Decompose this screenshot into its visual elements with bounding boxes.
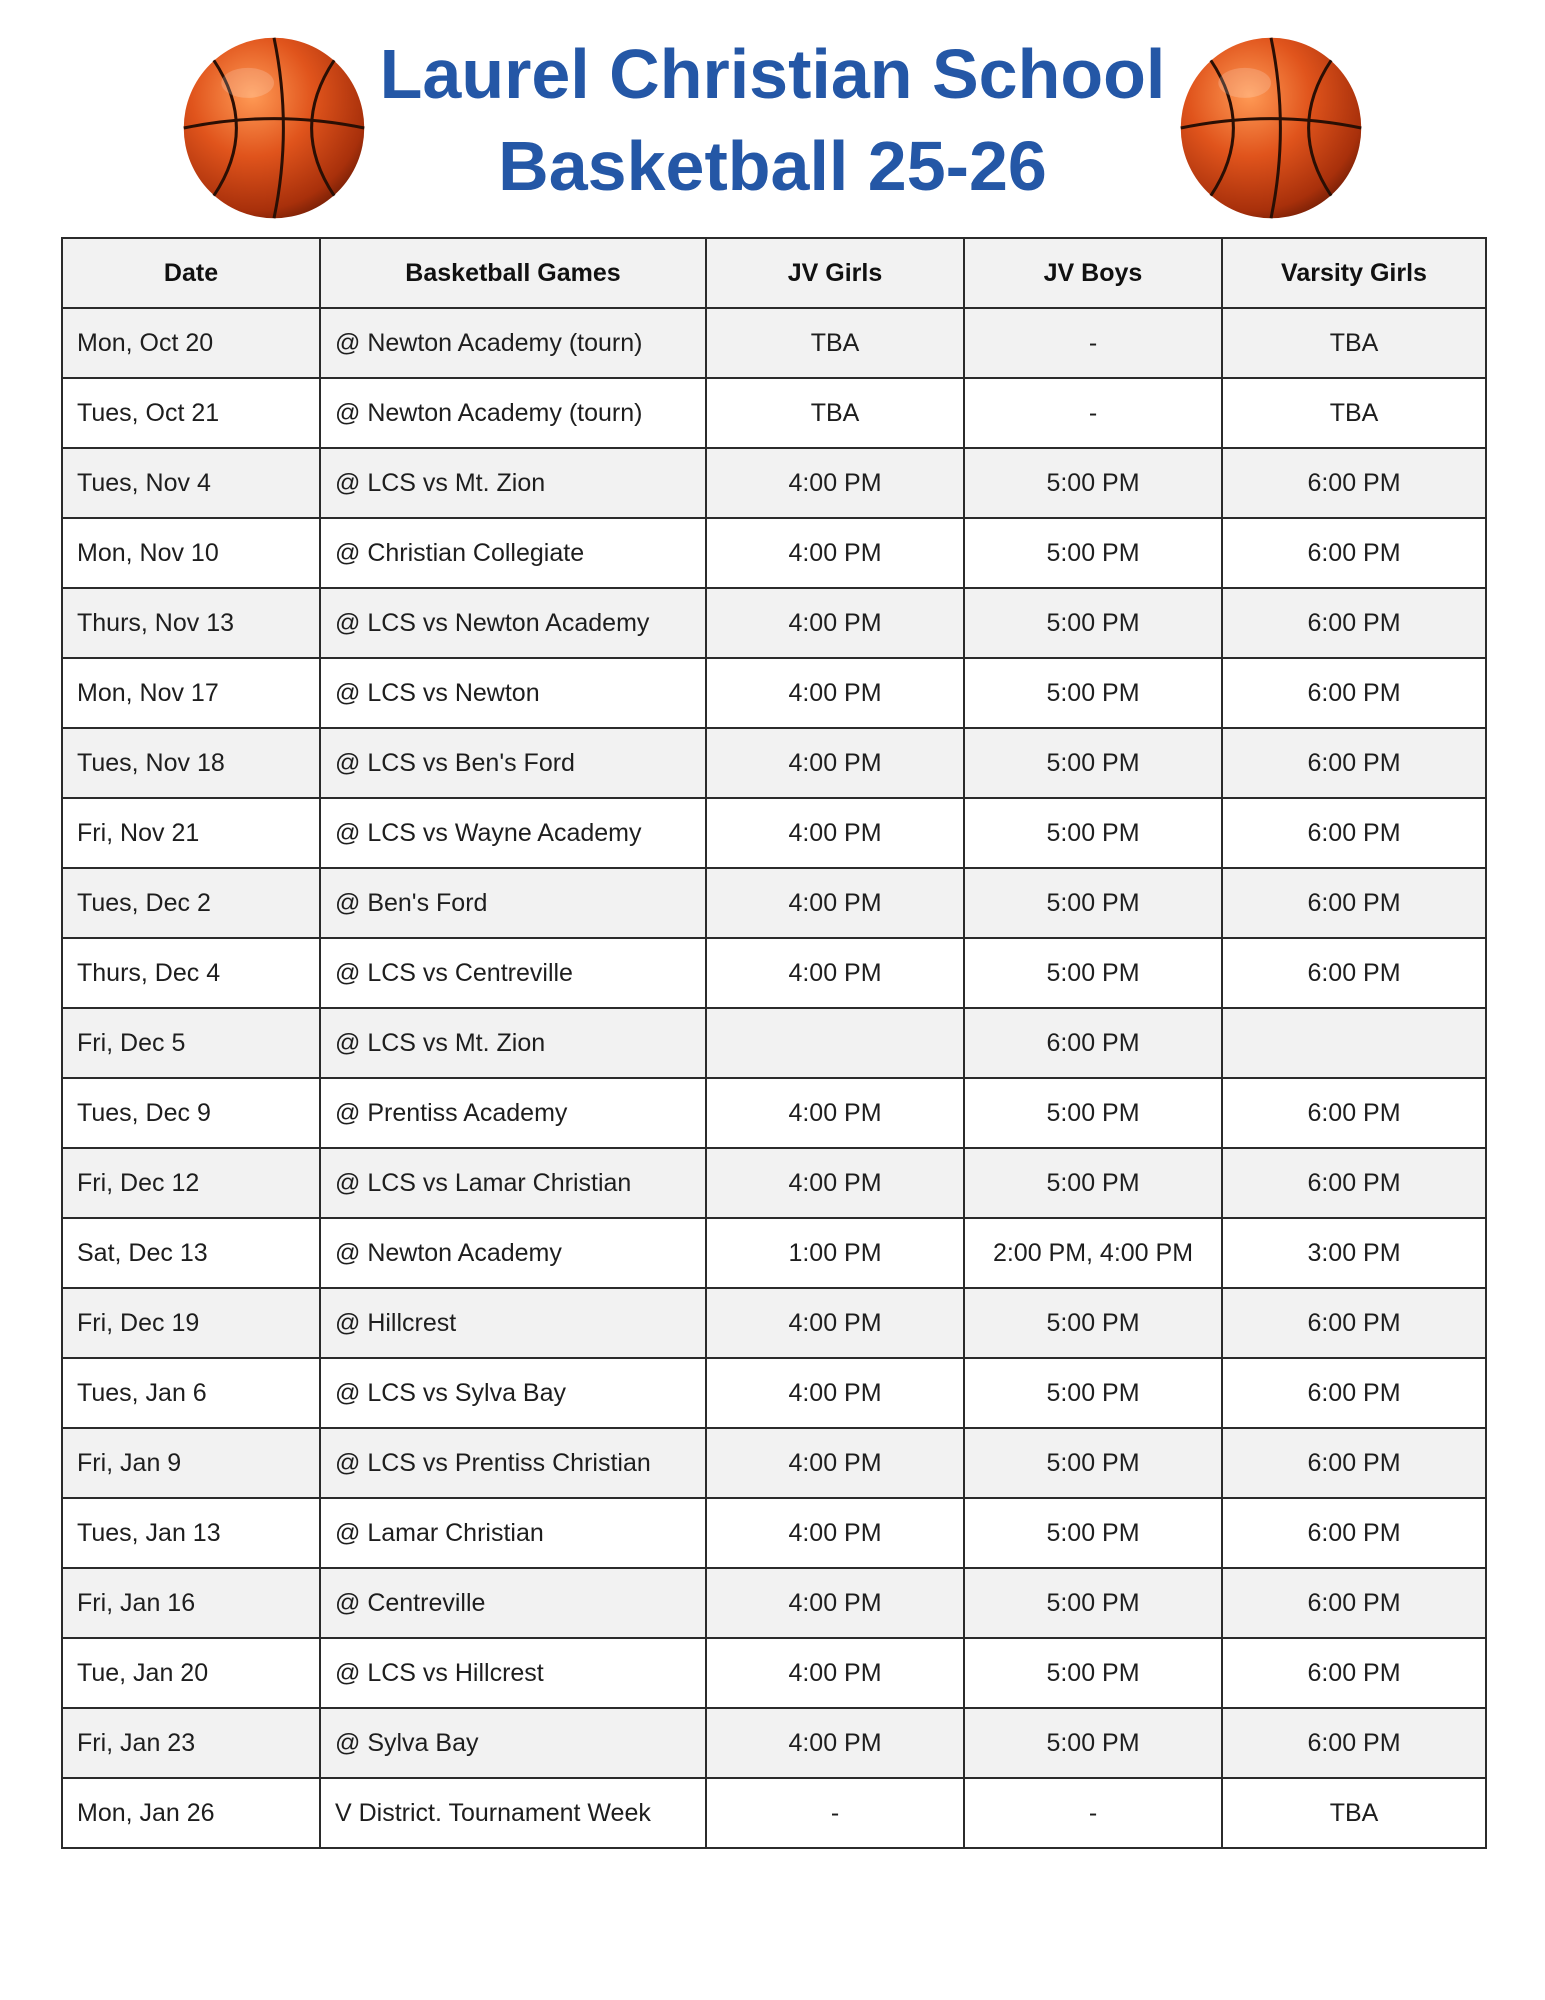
jv-girls-cell: TBA [706, 378, 964, 448]
schedule-table [61, 237, 1487, 1849]
table-row [62, 1708, 1486, 1778]
varsity-girls-cell [1222, 1008, 1486, 1078]
game-cell: @ Sylva Bay [320, 1708, 706, 1778]
varsity-girls-cell: 6:00 PM [1222, 1638, 1486, 1708]
game-cell: @ LCS vs Sylva Bay [320, 1358, 706, 1428]
table-row [62, 1218, 1486, 1288]
game-cell: @ LCS vs Ben's Ford [320, 728, 706, 798]
game-cell: @ LCS vs Prentiss Christian [320, 1428, 706, 1498]
varsity-girls-cell: 6:00 PM [1222, 1148, 1486, 1218]
table-row [62, 1148, 1486, 1218]
varsity-girls-cell: 6:00 PM [1222, 588, 1486, 658]
header-jv-girls: JV Girls [706, 238, 964, 308]
schedule-body [62, 308, 1486, 1848]
table-row [62, 938, 1486, 1008]
jv-boys-cell: 5:00 PM [964, 1708, 1222, 1778]
date-cell: Thurs, Nov 13 [62, 588, 320, 658]
page-title [300, 28, 1245, 212]
varsity-girls-cell: 6:00 PM [1222, 658, 1486, 728]
varsity-girls-cell: 3:00 PM [1222, 1218, 1486, 1288]
jv-girls-cell: 4:00 PM [706, 1708, 964, 1778]
game-cell: @ LCS vs Mt. Zion [320, 448, 706, 518]
date-cell: Thurs, Dec 4 [62, 938, 320, 1008]
jv-girls-cell [706, 1008, 964, 1078]
jv-boys-cell: - [964, 1778, 1222, 1848]
jv-boys-cell: 5:00 PM [964, 1428, 1222, 1498]
jv-boys-cell: 5:00 PM [964, 1148, 1222, 1218]
game-cell: @ Newton Academy [320, 1218, 706, 1288]
jv-boys-cell: 5:00 PM [964, 1288, 1222, 1358]
jv-boys-cell: 5:00 PM [964, 798, 1222, 868]
varsity-girls-cell: 6:00 PM [1222, 1498, 1486, 1568]
date-cell: Fri, Jan 23 [62, 1708, 320, 1778]
jv-girls-cell: 4:00 PM [706, 588, 964, 658]
date-cell: Sat, Dec 13 [62, 1218, 320, 1288]
title-line-season: Basketball 25-26 [498, 127, 1047, 205]
game-cell: @ Ben's Ford [320, 868, 706, 938]
table-row [62, 1288, 1486, 1358]
jv-boys-cell: 5:00 PM [964, 938, 1222, 1008]
date-cell: Fri, Jan 9 [62, 1428, 320, 1498]
jv-boys-cell: 5:00 PM [964, 1568, 1222, 1638]
jv-boys-cell: 5:00 PM [964, 1078, 1222, 1148]
page-header [0, 0, 1545, 232]
game-cell: @ Centreville [320, 1568, 706, 1638]
varsity-girls-cell: 6:00 PM [1222, 938, 1486, 1008]
varsity-girls-cell: 6:00 PM [1222, 868, 1486, 938]
jv-boys-cell: 5:00 PM [964, 588, 1222, 658]
game-cell: @ LCS vs Newton [320, 658, 706, 728]
header-date: Date [62, 238, 320, 308]
header-jv-boys: JV Boys [964, 238, 1222, 308]
date-cell: Tue, Jan 20 [62, 1638, 320, 1708]
varsity-girls-cell: TBA [1222, 1778, 1486, 1848]
jv-boys-cell: 5:00 PM [964, 728, 1222, 798]
game-cell: @ LCS vs Mt. Zion [320, 1008, 706, 1078]
game-cell: @ LCS vs Lamar Christian [320, 1148, 706, 1218]
table-row [62, 518, 1486, 588]
jv-girls-cell: 4:00 PM [706, 1568, 964, 1638]
date-cell: Tues, Nov 4 [62, 448, 320, 518]
jv-girls-cell: 1:00 PM [706, 1218, 964, 1288]
varsity-girls-cell: 6:00 PM [1222, 1708, 1486, 1778]
title-line-school: Laurel Christian School [379, 35, 1166, 113]
jv-boys-cell: 5:00 PM [964, 868, 1222, 938]
jv-girls-cell: 4:00 PM [706, 938, 964, 1008]
jv-boys-cell: 5:00 PM [964, 658, 1222, 728]
table-row [62, 308, 1486, 378]
table-row [62, 1638, 1486, 1708]
varsity-girls-cell: 6:00 PM [1222, 1358, 1486, 1428]
header-games: Basketball Games [320, 238, 706, 308]
date-cell: Mon, Oct 20 [62, 308, 320, 378]
jv-boys-cell: 5:00 PM [964, 518, 1222, 588]
jv-girls-cell: - [706, 1778, 964, 1848]
jv-boys-cell: 6:00 PM [964, 1008, 1222, 1078]
date-cell: Tues, Oct 21 [62, 378, 320, 448]
jv-girls-cell: 4:00 PM [706, 518, 964, 588]
date-cell: Tues, Dec 2 [62, 868, 320, 938]
table-row [62, 1428, 1486, 1498]
varsity-girls-cell: 6:00 PM [1222, 1288, 1486, 1358]
jv-boys-cell: 5:00 PM [964, 448, 1222, 518]
game-cell: @ Newton Academy (tourn) [320, 308, 706, 378]
jv-boys-cell: - [964, 308, 1222, 378]
table-row [62, 378, 1486, 448]
date-cell: Tues, Dec 9 [62, 1078, 320, 1148]
date-cell: Mon, Nov 17 [62, 658, 320, 728]
header-row [62, 238, 1486, 308]
jv-girls-cell: 4:00 PM [706, 1428, 964, 1498]
jv-girls-cell: 4:00 PM [706, 1498, 964, 1568]
jv-girls-cell: 4:00 PM [706, 448, 964, 518]
game-cell: @ LCS vs Centreville [320, 938, 706, 1008]
game-cell: @ Newton Academy (tourn) [320, 378, 706, 448]
date-cell: Mon, Nov 10 [62, 518, 320, 588]
schedule-header [62, 238, 1486, 308]
varsity-girls-cell: 6:00 PM [1222, 448, 1486, 518]
basketball-icon [1177, 34, 1365, 222]
jv-girls-cell: 4:00 PM [706, 1358, 964, 1428]
date-cell: Fri, Jan 16 [62, 1568, 320, 1638]
table-row [62, 1778, 1486, 1848]
jv-boys-cell: 5:00 PM [964, 1638, 1222, 1708]
varsity-girls-cell: 6:00 PM [1222, 1568, 1486, 1638]
table-row [62, 1358, 1486, 1428]
jv-girls-cell: 4:00 PM [706, 798, 964, 868]
table-row [62, 658, 1486, 728]
table-row [62, 1498, 1486, 1568]
jv-girls-cell: 4:00 PM [706, 1638, 964, 1708]
jv-girls-cell: 4:00 PM [706, 868, 964, 938]
date-cell: Fri, Dec 12 [62, 1148, 320, 1218]
jv-girls-cell: 4:00 PM [706, 1148, 964, 1218]
varsity-girls-cell: 6:00 PM [1222, 1428, 1486, 1498]
jv-girls-cell: 4:00 PM [706, 1288, 964, 1358]
table-row [62, 798, 1486, 868]
game-cell: @ LCS vs Hillcrest [320, 1638, 706, 1708]
varsity-girls-cell: 6:00 PM [1222, 1078, 1486, 1148]
date-cell: Fri, Nov 21 [62, 798, 320, 868]
table-row [62, 1008, 1486, 1078]
header-varsity-girls: Varsity Girls [1222, 238, 1486, 308]
table-row [62, 728, 1486, 798]
game-cell: @ Prentiss Academy [320, 1078, 706, 1148]
jv-girls-cell: 4:00 PM [706, 1078, 964, 1148]
date-cell: Fri, Dec 5 [62, 1008, 320, 1078]
jv-girls-cell: 4:00 PM [706, 728, 964, 798]
varsity-girls-cell: TBA [1222, 308, 1486, 378]
game-cell: @ Lamar Christian [320, 1498, 706, 1568]
jv-boys-cell: 2:00 PM, 4:00 PM [964, 1218, 1222, 1288]
game-cell: @ LCS vs Newton Academy [320, 588, 706, 658]
date-cell: Fri, Dec 19 [62, 1288, 320, 1358]
date-cell: Tues, Jan 6 [62, 1358, 320, 1428]
jv-boys-cell: - [964, 378, 1222, 448]
jv-girls-cell: 4:00 PM [706, 658, 964, 728]
varsity-girls-cell: 6:00 PM [1222, 798, 1486, 868]
game-cell: @ Hillcrest [320, 1288, 706, 1358]
varsity-girls-cell: 6:00 PM [1222, 518, 1486, 588]
date-cell: Mon, Jan 26 [62, 1778, 320, 1848]
game-cell: @ Christian Collegiate [320, 518, 706, 588]
date-cell: Tues, Jan 13 [62, 1498, 320, 1568]
table-row [62, 868, 1486, 938]
game-cell: V District. Tournament Week [320, 1778, 706, 1848]
jv-girls-cell: TBA [706, 308, 964, 378]
date-cell: Tues, Nov 18 [62, 728, 320, 798]
table-row [62, 448, 1486, 518]
varsity-girls-cell: TBA [1222, 378, 1486, 448]
table-row [62, 1568, 1486, 1638]
varsity-girls-cell: 6:00 PM [1222, 728, 1486, 798]
jv-boys-cell: 5:00 PM [964, 1358, 1222, 1428]
jv-boys-cell: 5:00 PM [964, 1498, 1222, 1568]
game-cell: @ LCS vs Wayne Academy [320, 798, 706, 868]
table-row [62, 1078, 1486, 1148]
table-row [62, 588, 1486, 658]
